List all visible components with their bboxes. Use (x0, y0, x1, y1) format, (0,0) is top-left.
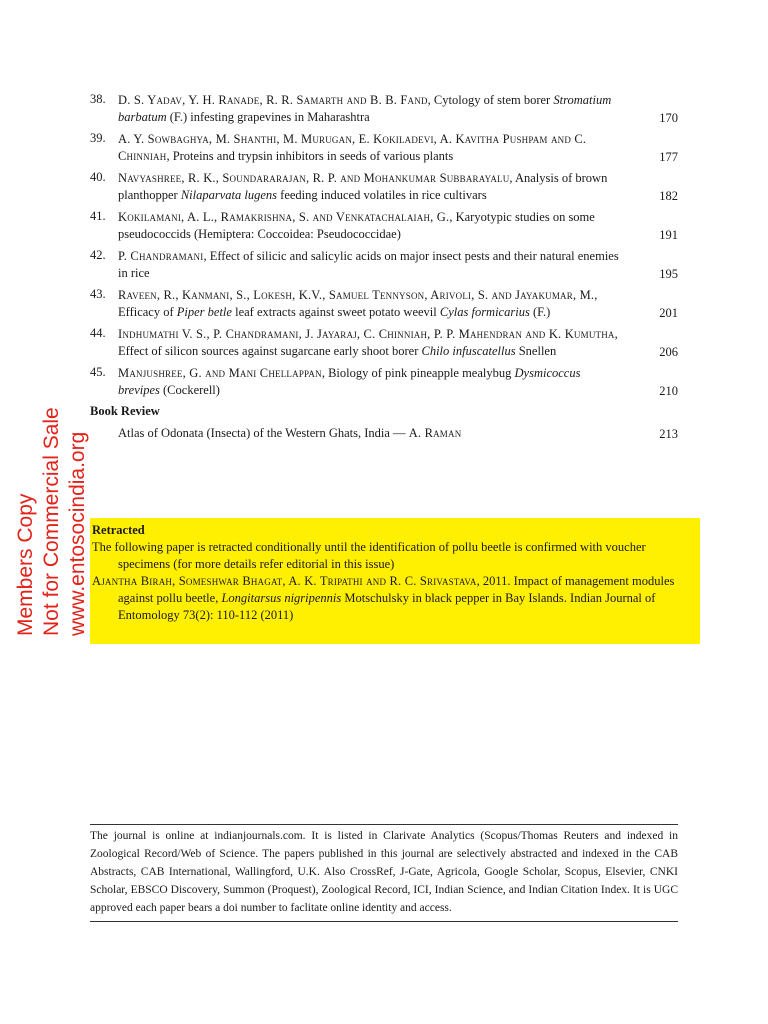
toc-title-text: (F.) (529, 305, 551, 319)
toc-page-number: 170 (659, 111, 678, 125)
footer-bottom-rule (90, 921, 678, 922)
watermark-line-website: www.entosocindia.org (66, 431, 89, 636)
toc-entry-number: 38. (90, 92, 106, 106)
book-review-text (118, 425, 623, 442)
toc-title-text: leaf extracts against sweet potato weevil (231, 305, 440, 319)
toc-species-name: Chilo infuscatellus (421, 344, 516, 358)
toc-entry-text (118, 287, 623, 321)
toc-entry (90, 326, 678, 360)
toc-entry (90, 209, 678, 243)
toc-title-text: , Effect of silicic and salicylic acids on major insect pests and their natural enemies in rice (118, 249, 619, 280)
watermark-line-members-copy: Members Copy (14, 493, 37, 636)
toc-page-number: 191 (659, 228, 678, 242)
toc-entry (90, 287, 678, 321)
book-review-entry (90, 425, 678, 442)
toc-title-text: , Cytology of stem borer (427, 93, 554, 107)
toc-page-number: 182 (659, 189, 678, 203)
toc-title-text: (Cockerell) (159, 383, 220, 397)
toc-authors: Navyashree, R. K., Soundararajan, R. P. and Mohankumar Subbarayalu (118, 171, 510, 185)
toc-entry-number: 42. (90, 248, 106, 262)
toc-entry-text (118, 131, 623, 165)
toc-entry-number: 43. (90, 287, 106, 301)
journal-indexing-footer (90, 824, 678, 922)
toc-title-text: , Biology of pink pineapple mealybug (321, 366, 515, 380)
toc-title-text: , Efficacy of (118, 288, 598, 319)
toc-authors: Indhumathi V. S., P. Chandramani, J. Jayaraj, C. Chinniah, P. P. Mahendran and K. Kumutha (118, 327, 615, 341)
toc-title-text: , Effect of silicon sources against sugarcane early shoot borer (118, 327, 618, 358)
retracted-heading: Retracted (92, 523, 145, 537)
book-review-author: A. Raman (408, 426, 462, 440)
toc-entry (90, 170, 678, 204)
retracted-notice (90, 518, 700, 644)
toc-page-number: 210 (659, 384, 678, 398)
book-review-heading: Book Review (90, 404, 160, 418)
toc-entry-text (118, 92, 623, 126)
toc-entry-number: 41. (90, 209, 106, 223)
retracted-citation (92, 573, 698, 624)
toc-title-text: , Karyotypic studies on some pseudococcids (Hemiptera: Coccoidea: Pseudococcidae) (118, 210, 595, 241)
toc-entry-number: 40. (90, 170, 106, 184)
toc-authors: A. Y. Sowbaghya, M. Shanthi, M. Murugan, E. Kokiladevi, A. Kavitha Pushpam and C. Chinniah (118, 132, 587, 163)
toc-page-number: 195 (659, 267, 678, 281)
toc-page-number: 206 (659, 345, 678, 359)
toc-entry-text (118, 170, 623, 204)
retracted-authors: Ajantha Birah, Someshwar Bhagat, A. K. Tripathi and R. C. Srivastava (92, 574, 477, 588)
toc-entry (90, 131, 678, 165)
toc-entry (90, 365, 678, 399)
book-review-title: Atlas of Odonata (Insecta) of the Western Ghats, India — (118, 426, 409, 440)
toc-entry-text (118, 209, 623, 243)
retracted-species: Longitarsus nigripennis (221, 591, 342, 605)
toc-title-text: , Analysis of brown planthopper (118, 171, 608, 202)
retracted-year-text: , 2011. Impact of management modules against pollu beetle, (118, 574, 675, 605)
toc-entry-number: 45. (90, 365, 106, 379)
table-of-contents (90, 92, 678, 447)
footer-top-rule (90, 824, 678, 825)
toc-page-number: 201 (659, 306, 678, 320)
retracted-note: The following paper is retracted conditionally until the identification of pollu beetle is confirmed with voucher specimens (for more details refer editorial in this issue) (92, 540, 646, 571)
toc-title-text: , Proteins and trypsin inhibitors in seeds of various plants (166, 149, 454, 163)
toc-authors: D. S. Yadav, Y. H. Ranade, R. R. Samarth and B. B. Fand (118, 93, 428, 107)
toc-entry-text (118, 326, 623, 360)
retracted-rest: Motschulsky in black pepper in Bay Islands. Indian Journal of Entomology 73(2): 110-112 (2011) (118, 591, 656, 622)
toc-species-name: Dysmicoccus brevipes (118, 366, 581, 397)
toc-title-text: Snellen (515, 344, 557, 358)
footer-text: The journal is online at indianjournals.com. It is listed in Clarivate Analytics (Scopus/Thomas Reuters and indexed in Zoological Record/Web of Science. The papers published in this journal are selectively abstracted and indexed in the CAB Abstracts, CAB International, Wallingford, U.K. Also CrossRef, J-Gate, Agricola, Google Scholar, Scopus, Elsevier, CNKI Scholar, EBSCO Discovery, Summon (Proquest), Zoological Record, ICI, Indian Science, and Indian Citation Index. It is UGC approved each paper bears a doi number to faclitate online identity and access. (90, 830, 678, 914)
toc-entry-text (118, 365, 623, 399)
toc-species-name: Nilaparvata lugens (180, 188, 278, 202)
toc-entry (90, 248, 678, 282)
toc-authors: Kokilamani, A. L., Ramakrishna, S. and Venkatachalaiah, G. (118, 210, 450, 224)
toc-page-number: 177 (659, 150, 678, 164)
book-review-page-number: 213 (659, 427, 678, 441)
toc-authors: P. Chandramani (118, 249, 204, 263)
toc-title-text: feeding induced volatiles in rice cultivars (277, 188, 487, 202)
toc-entry-number: 39. (90, 131, 106, 145)
toc-authors: Manjushree, G. and Mani Chellappan (118, 366, 322, 380)
toc-authors: Raveen, R., Kanmani, S., Lokesh, K.V., Samuel Tennyson, Arivoli, S. and Jayakumar, M. (118, 288, 595, 302)
toc-title-text: (F.) infesting grapevines in Maharashtra (166, 110, 370, 124)
toc-species-name: Cylas formicarius (439, 305, 530, 319)
members-copy-watermark (4, 384, 104, 640)
toc-entries (90, 92, 678, 399)
toc-entry-text (118, 248, 623, 282)
toc-species-name: Stromatium barbatum (118, 93, 612, 124)
toc-species-name: Piper betle (176, 305, 232, 319)
toc-entry-number: 44. (90, 326, 106, 340)
watermark-line-not-for-sale: Not for Commercial Sale (40, 407, 63, 636)
toc-entry (90, 92, 678, 126)
